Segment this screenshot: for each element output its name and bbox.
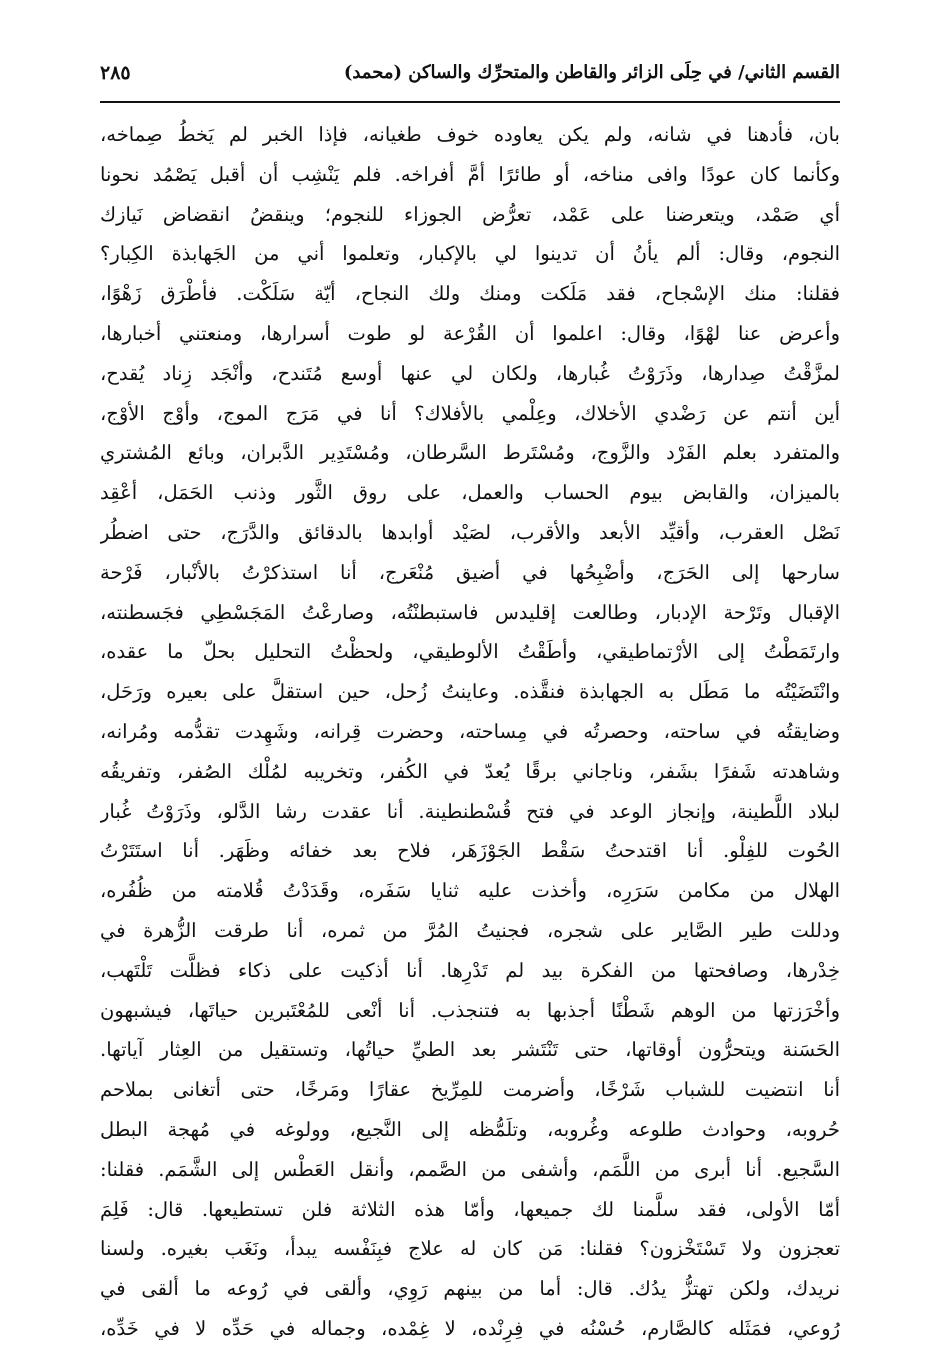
text-line: الحُوت للفِلْو. أنا اقتدحتُ سَقْط الجَوْزَهَر، فلاح بعد خفائه وظَهَر. أنا استَتَرْتُ xyxy=(100,839,840,863)
body-text xyxy=(100,115,840,1349)
text-line: بان، فأدهنا في شانه، ولم يكن يعاوده خوف طغيانه، فإذا الخبر لم يَخطُ صِماخه، xyxy=(100,123,840,146)
text-line: فقلنا: منك الإسْجاح، فقد مَلَكت ومنك ولك النجاح، أيّة سَلَكْت. فأطْرَق زَهْوًا، xyxy=(100,282,840,306)
text-line: سارحها إلى الحَرَج، وأضْبِحُها في أضيق مُنْعَرج، أنا استذكرْتُ بالأنْبار، فَرْحة xyxy=(100,560,840,584)
header-divider xyxy=(100,101,840,103)
text-line: وكأنما كان عودًا وافى مناخه، أو طائرًا أمَّ أفراخه. فلم يَنْشِب أن أقبل يَصْمُد نحونا xyxy=(100,162,840,186)
text-line: أنا انتضيت للشباب شَرْخًا، وأضرمت للمِرِّيخ عقارًا ومَرخًا، حتى أتغانى بملاحم xyxy=(100,1078,840,1102)
text-line: لمزَّقْتُ صِدارها، وذَرَوْتُ غُبارها، ولكان لي عنها أوسع مُتَندح، وأنْجَد زِناد يُقدح، xyxy=(100,361,840,385)
text-line: أي صَمْد، ويتعرضنا على عَمْد، تعرُّض الجوزاء للنجوم؛ وينقضُ انقضاض نَيازك xyxy=(100,202,840,226)
text-line: الحَسَنة ويتحرُّون أوقاتها، حتى تَنْتَشر بعد الطيِّ حياتُها، وتستقيل من العِثار آياتها. xyxy=(100,1038,840,1062)
text-line: وارتَمَطْتُ إلى الأرْتماطيقي، وأطَقْتُ الألوطيقي، ولحظْتُ التحليل بحلّ ما عقده، xyxy=(100,640,840,664)
text-line: ودللت طير الصَّاير على شجره، فجنيتُ المُرَّ من ثمره، أنا طرقت الزُّهرة في xyxy=(100,918,840,942)
text-line: وانْتَضَيْتُه ما مَطَل به الجهابذة فنقَّذه. وعاينتُ زُحل، حين استقلَّ على بعيره ورَحَل، xyxy=(100,680,840,704)
text-line: الإقبال وتَرْحة الإدبار، وطالعت إقليدس فاستبطنْتُه، وصارعْتُ المَجَسْطِي فجَسطنته، xyxy=(100,600,840,624)
text-line: نَصْل العقرب، وأقيِّد الأبعد والأقرب، لصَيْد أوابدها بالدقائق والدَّرَج، حتى اضطُر xyxy=(100,520,840,544)
text-line: وضايقتُه في ساحته، وحصرتُه في مِساحته، وحضرت قِرانه، وشَهِدت تقدُّمه ومُرانه، xyxy=(100,719,840,743)
text-line: تعجزون ولا تَسْتَخْزون؟ فقلنا: مَن كان له علاج فبِنَفْسه يبدأ، ونَغَب بغيره. ولسنا xyxy=(100,1237,840,1261)
text-line: السَّجيع. أنا أبرى من اللَّمَم، وأشفى من الصَّمم، وأنقل العَطْس إلى الشَّمَم. فقلنا: xyxy=(100,1157,840,1181)
text-line: أين أنتم عن رَضْدي الأخلاك، وعِلْمي بالأفلاك؟ أنا في مَرَج الموج، وأوْج الأوْج، xyxy=(100,401,840,425)
running-header xyxy=(100,58,840,94)
text-line: وشاهدته شَفرًا بشَفر، وناجاني برقًا يُعدّ في الكُفر، وتخريبه لمُلْك الصُفر، وتفريقُه xyxy=(100,759,840,783)
text-line: الهلال من مكامن سَرَرِه، وأخذت عليه ثنايا سَفَره، وقَدَدْتُ قُلامته من ظُفُره، xyxy=(100,879,840,903)
page-number: ٢٨٥ xyxy=(100,62,131,84)
text-line: وأعرض عنا لهْوًا، وقال: اعلموا أن القُرْعة لو طوت أسرارها، ومنعتني أخبارها، xyxy=(100,321,840,345)
text-line: خِدْرها، وصافحتها من الفكرة بيد لم تَدْرِها. أنا أذكيت على ذكاء فظلَّت تَلْتَهب، xyxy=(100,958,840,982)
text-line: وأخْرَزتها من الوهم شَطْنًا أجذبها به فتنجذب. أنا أنْعى للمُعْتَبرين حياتَها، فيشبهون xyxy=(100,998,840,1022)
text-line: حُروبه، وحوادث طلوعه وغُروبه، وتلَمُّظه إلى النَّجيع، وولوغه في مُهجة البطل xyxy=(100,1117,840,1141)
text-line: أمّا الأولى، فقد سلَّمنا لك جميعها، وأمّا هذه الثلاثة فلن تستطيعها. قال: فَلِمَ xyxy=(100,1197,840,1221)
text-line: لبلاد اللَّطينة، وإنجاز الوعد في فتح قُسْطنطينة. أنا عقدت رشا الدَّلو، وذَرَوْتُ غُبار xyxy=(100,799,840,823)
text-line: رُوعي، فمَثَله كالصَّارم، حُسْنُه في فِرِنْده، لا غِمْده، وجماله في حَدِّه لا في خَدِّه، xyxy=(100,1316,840,1340)
text-line: النجوم، وقال: ألم يأنُ أن تدينوا لي بالإكبار، وتعلموا أني من الجَهابذة الكِبار؟ xyxy=(100,242,840,266)
text-line: نريدك، ولكن تهتزُّ يدُك. قال: أما من بينهم رَوِي، وألقى في رُوعه ما ألقى في xyxy=(100,1277,840,1301)
running-header-title: القسم الثاني/ في حِلَى الزائر والقاطن والمتحرِّك والساكن (محمد) xyxy=(343,62,840,83)
text-line: والمتفرد بعلم الفَرْد والزَّوج، ومُسْتَرط السَّرطان، ومُسْتَدِير الدَّبران، وبائع المُشتري xyxy=(100,441,840,465)
text-line: بالميزان، والقابض بيوم الحساب والعمل، على روق الثَّور وذنب الحَمَل، أعْقِد xyxy=(100,481,840,505)
